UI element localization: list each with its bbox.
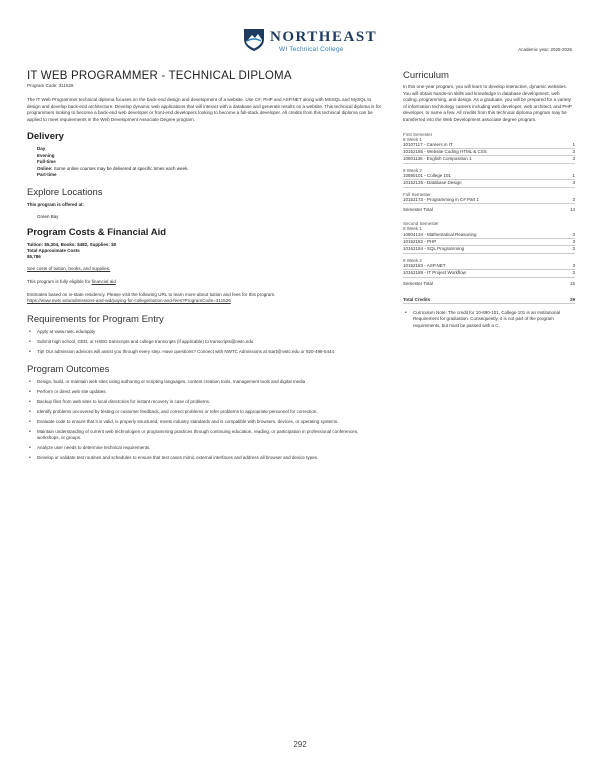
course-row: 10152173 - Programming in C# Part 1 3 [403, 197, 575, 204]
college-subtitle: WI Technical College [279, 46, 344, 53]
total-credits: Total Credits 29 [403, 297, 575, 304]
college-wordmark: NORTHEAST [270, 29, 378, 45]
list-item: • Identify problems uncovered by testing or customer feedback, and correct problems or refer problems to appropriate personnel for correction. [27, 409, 382, 415]
semester-total: Semester Total 14 [403, 207, 575, 213]
list-item: • Tip! Our admission advisors will assist you through every step. Have questions? Connect with NWTC Admissions at start@nwtc.edu or 920-498-5444. [27, 349, 382, 355]
estimate-note: Estimates based on in-state residency. Please visit the following URL to learn more about tuition and fees for this program. [27, 291, 276, 297]
curriculum-intro: In this one-year program, you will learn to develop interactive, dynamic websites. You will obtain hands-on skills and knowledge in database development, web coding, programming, and design. As a graduate, you will be prepared for a variety of information technology careers including web developer, web architect, and PHP developer, to name a few. All credits from this technical diploma program may be transferred into the Web Development associate degree program. [403, 84, 572, 122]
delivery-item: Part-time [37, 172, 57, 177]
course-row: 10152184 - SQL Programming 3 [403, 246, 575, 253]
delivery-list [37, 146, 382, 178]
requirements-heading: Requirements for Program Entry [27, 313, 164, 325]
course-row: 10152182 - PHP 3 [403, 239, 575, 246]
second-semester [403, 221, 575, 286]
term-title: 8 Week 1 [403, 136, 422, 142]
delivery-item: Day [37, 146, 46, 152]
list-item: • Perform or direct web site updates. [27, 389, 382, 395]
program-title: IT WEB PROGRAMMER - TECHNICAL DIPLOMA [27, 70, 292, 82]
list-item: • Develop or validate test routines and schedules to ensure that test cases mimic external interfaces and address all browser and device types. [27, 455, 382, 461]
term-title: 8 Week 2 [403, 167, 422, 173]
curriculum-note-list [403, 310, 575, 329]
requirements-list [27, 329, 382, 355]
outcomes-list [27, 379, 382, 461]
list-item: • Design, build, or maintain web sites using authoring or scripting languages, content creation tools, management tools and digital media [27, 379, 382, 385]
delivery-heading: Delivery [27, 131, 64, 143]
list-item: • Backup files from web sites to local directories for instant recovery in case of problems. [27, 399, 382, 405]
delivery-item: Online: Some online courses may be delivered at specific times each week. [37, 165, 189, 171]
financial-aid-link[interactable]: financial aid [91, 279, 116, 284]
curriculum-column [403, 70, 575, 333]
course-row: 10804134 - Mathematical Reasoning 3 [403, 232, 575, 239]
tuition-line: Tuition: $5,304, Books: $482, Supplies: $0 [27, 242, 117, 248]
course-row: 10152183 - ASP.NET 3 [403, 263, 575, 270]
course-row: 10890101 - College 101 1 [403, 173, 575, 180]
curriculum-note: • Curriculum Note: The credit for 10-890-101, College 101 is an Institutional Requirement for graduation. Consequently, it is not part of the program requirements, but must be passed with a C. [403, 310, 575, 329]
program-code: Program Code: 311526 [27, 83, 74, 88]
term-title: 8 Week 2 [403, 257, 422, 263]
page-header [0, 0, 600, 62]
delivery-item: Evening [37, 152, 55, 158]
outcomes-heading: Program Outcomes [27, 364, 110, 375]
course-row: 10152185 - Website Coding HTML & CSS 3 [403, 149, 575, 156]
semester-total: Semester Total 15 [403, 280, 575, 286]
course-row: 10107117 - Careers in IT 1 [403, 142, 575, 149]
course-row: 10152125 - Database Design 3 [403, 180, 575, 187]
first-semester [403, 132, 575, 214]
page-number: 292 [293, 740, 307, 749]
mountain-shield-logo-icon [242, 26, 266, 52]
tuition-url-link[interactable]: https://www.nwtc.edu/admissions-and-aid/paying-for-college/tuition-and-fees?ProgramCode=311526 [27, 298, 231, 304]
financial-aid-line: This program is fully eligible for financial aid. [27, 279, 118, 284]
list-item: • Apply at www.nwtc.edu/apply [27, 329, 382, 335]
curriculum-heading: Curriculum [403, 70, 449, 81]
list-item: • Maintain understanding of current web technologies or programming practices through continuing education, reading, or participation in professional conferences, workshops, or groups. [27, 429, 382, 442]
semester-title: Second Semester [403, 221, 439, 227]
program-intro: The IT Web Programmer technical diploma focuses on the back-end design and development of a website. Use C#, PHP and ASP.NET along with MSSQL and MySQL to design and develop back-end architecture. Develop dynamic web applications that will interact with a database and generate results on a website. This technical diploma is for programmers looking to become a back-end web developer or front-end developers looking to become a full-stack developer. All credits from this technical diploma can be applied to meet requirements in the Web Development Associate Degree program. [27, 97, 382, 122]
semester-title: First Semester [403, 131, 433, 137]
costs-link[interactable]: See costs of tuition, books, and supplies. [27, 266, 111, 272]
location-green-bay: Green Bay [37, 214, 59, 220]
locations-label: This program is offered at: [27, 202, 85, 208]
course-row: 10152189 - IT Project Workflow 3 [403, 270, 575, 277]
academic-year: Academic year: 2025-2026 [518, 47, 572, 52]
costs-heading: Program Costs & Financial Aid [27, 227, 167, 239]
main-column [27, 70, 382, 465]
delivery-item: Full-time [37, 159, 56, 165]
total-costs-value: $5,786 [27, 254, 41, 260]
term-title: 8 Week 1 [403, 226, 422, 232]
term-title: Full Semester [403, 191, 431, 197]
total-costs-label: Total Approximate Costs [27, 248, 80, 254]
list-item: • Submit high school, GED, or HSED transcripts and college transcripts (if applicable) to transcripts@nwtc.edu [27, 339, 382, 345]
locations-heading: Explore Locations [27, 187, 103, 199]
list-item: • Evaluate code to ensure that it is valid, is properly structured, meets industry standards and is compatible with browsers, devices, or operating systems. [27, 419, 382, 425]
list-item: • Analyze user needs to determine technical requirements. [27, 445, 382, 451]
course-row: 10801136 - English Composition 1 3 [403, 156, 575, 163]
